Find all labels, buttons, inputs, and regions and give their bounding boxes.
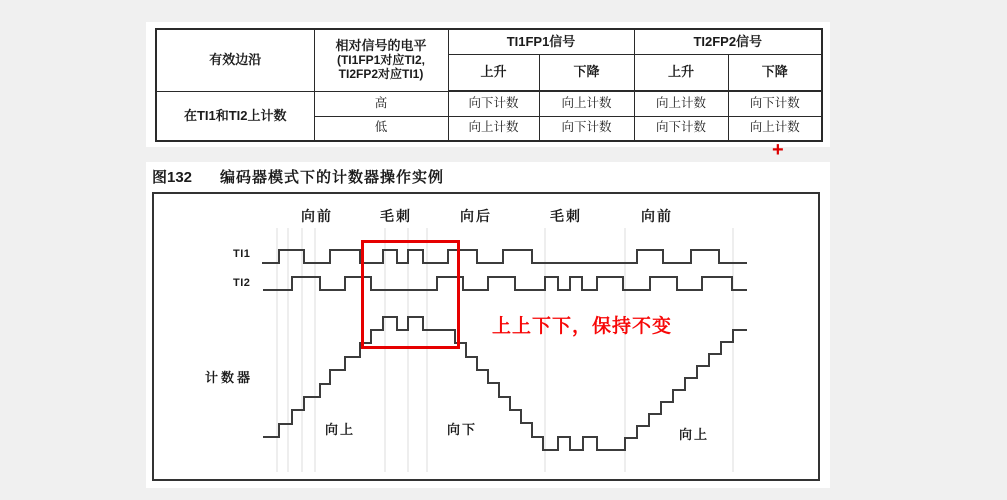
cell-high-ti1-rising: 向下计数	[448, 91, 539, 116]
figure-caption	[152, 166, 444, 187]
header-ti2fp2-signal: TI2FP2信号	[634, 29, 822, 54]
cell-high-ti2-rising: 向上计数	[634, 91, 728, 116]
header-ti1fp1-falling: 下降	[539, 54, 634, 91]
cell-level-high: 高	[314, 91, 448, 116]
direction-label-down: 向下	[446, 422, 478, 437]
direction-label-up-1: 向上	[324, 422, 356, 437]
cell-high-ti2-falling: 向下计数	[728, 91, 822, 116]
header-relative-level-line3: TI2FP2对应TI1)	[338, 66, 424, 81]
header-relative-level-line1: 相对信号的电平	[335, 37, 427, 53]
cell-low-ti1-falling: 向下计数	[539, 116, 634, 141]
region-label-glitch-2: 毛刺	[550, 208, 582, 224]
figure-number: 图132	[152, 169, 193, 186]
header-ti1fp1-signal: TI1FP1信号	[448, 29, 634, 54]
figure-title: 编码器模式下的计数器操作实例	[220, 169, 445, 186]
header-ti2fp2-rising: 上升	[634, 54, 728, 91]
ti2-label: TI2	[233, 277, 251, 289]
header-relative-level-line2: (TI1FP1对应TI2,	[336, 52, 425, 67]
header-relative-level	[314, 29, 448, 91]
ti1-label: TI1	[233, 248, 251, 260]
cell-level-low: 低	[314, 116, 448, 141]
header-ti2fp2-falling: 下降	[728, 54, 822, 91]
encoder-counting-table	[155, 28, 823, 142]
cell-counting-edge: 在TI1和TI2上计数	[156, 91, 314, 141]
cell-low-ti2-falling: 向上计数	[728, 116, 822, 141]
region-label-forward-1: 向前	[301, 208, 333, 224]
cell-low-ti1-rising: 向上计数	[448, 116, 539, 141]
header-valid-edge: 有效边沿	[156, 29, 314, 91]
plus-marker: +	[772, 139, 784, 161]
timing-diagram-frame	[152, 192, 820, 481]
glitch-highlight-box	[361, 240, 460, 349]
counter-label: 计数器	[205, 370, 254, 385]
header-ti1fp1-rising: 上升	[448, 54, 539, 91]
cell-high-ti1-falling: 向上计数	[539, 91, 634, 116]
table-row	[156, 91, 822, 116]
annotation-text: 上上下下，保持不变	[492, 316, 673, 337]
direction-label-up-2: 向上	[678, 427, 710, 442]
cell-low-ti2-rising: 向下计数	[634, 116, 728, 141]
region-label-glitch-1: 毛刺	[380, 208, 412, 224]
region-label-backward: 向后	[460, 208, 492, 224]
region-label-forward-2: 向前	[641, 208, 673, 224]
